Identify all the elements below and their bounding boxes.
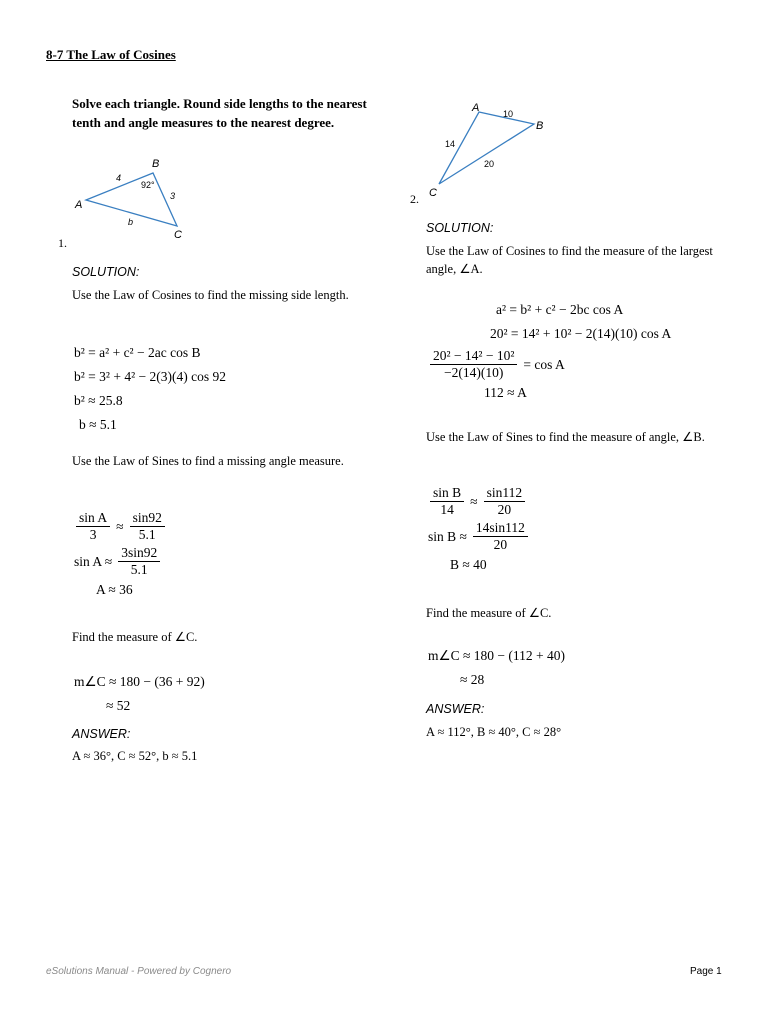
p1-sines-row2	[74, 545, 167, 578]
p1-c-eq2: ≈ 52	[106, 698, 131, 713]
p2-step2-text: Use the Law of Sines to find the measure of angle, ∠B.	[426, 430, 705, 444]
p1-frac-sin92-5.1	[130, 510, 165, 543]
p2-frac-cos	[430, 348, 517, 381]
fraction-denominator: 5.1	[138, 527, 156, 542]
side-ab-label: 4	[116, 173, 122, 183]
p2-cos-row	[428, 348, 728, 381]
p1-step2-text: Use the Law of Sines to find a missing angle measure.	[72, 454, 344, 468]
fraction-denominator: −2(14)(10)	[444, 365, 504, 380]
p2-frac-sinB-14	[430, 485, 464, 518]
fraction-denominator: 14	[440, 502, 454, 517]
p1-sines-result: A ≈ 36	[96, 582, 133, 597]
p2-step1-text: Use the Law of Cosines to find the measure of the largest angle, ∠A.	[426, 244, 713, 276]
p2-law-of-cosines	[428, 298, 728, 405]
p1-law-of-cosines	[74, 341, 226, 437]
footer-source: eSolutions Manual - Powered by Cognero	[46, 966, 232, 977]
approx-sign: ≈	[470, 493, 478, 509]
problem-2-number: 2.	[410, 192, 419, 206]
p2-sines-row1	[428, 485, 530, 518]
p2-frac-sin112-20	[484, 485, 526, 518]
vertex-b-label: B	[536, 120, 544, 132]
p1-answer: A ≈ 36°, C ≈ 52°, b ≈ 5.1	[72, 749, 198, 763]
p1-frac-sinA-3	[76, 510, 110, 543]
fraction-numerator: sin B	[430, 485, 464, 502]
side-ab-label: 10	[503, 109, 514, 119]
p1-sines-row1	[74, 510, 167, 543]
p1-eq4: b ≈ 5.1	[79, 417, 117, 432]
p2-law-of-sines	[428, 485, 530, 577]
p2-c-eq1: m∠C ≈ 180 − (112 + 40)	[428, 648, 565, 663]
vertex-a-label: A	[75, 199, 83, 211]
fraction-numerator: 3sin92	[118, 545, 160, 562]
p2-frac-14sin112-20	[473, 520, 528, 553]
p1-frac-3sin92-5.1	[118, 545, 160, 578]
p1-eq2: b² = 3² + 4² − 2(3)(4) cos 92	[74, 369, 226, 384]
side-bc-label: 20	[484, 159, 495, 169]
fraction-denominator: 20	[497, 502, 512, 517]
page-number: Page 1	[690, 966, 722, 977]
p1-angle-c-calc	[74, 670, 205, 718]
vertex-c-label: C	[429, 187, 437, 199]
p2-cos-rhs: = cos A	[523, 356, 565, 372]
p2-c-eq2: ≈ 28	[460, 672, 485, 687]
approx-sign: ≈	[116, 518, 124, 534]
fraction-numerator: sin92	[130, 510, 165, 527]
side-ac-label: 14	[445, 139, 456, 149]
p2-step3-text: Find the measure of ∠C.	[426, 606, 552, 620]
fraction-numerator: 20² − 14² − 10²	[430, 348, 517, 365]
p1-c-eq1: m∠C ≈ 180 − (36 + 92)	[74, 674, 205, 689]
vertex-a-label: A	[472, 102, 480, 114]
vertex-c-label: C	[174, 229, 182, 241]
side-ac-label: b	[128, 217, 134, 227]
p2-angle-c-calc	[428, 644, 565, 692]
fraction-numerator: sin112	[484, 485, 526, 502]
fraction-denominator: 3	[89, 527, 97, 542]
vertex-b-label: B	[152, 158, 160, 170]
p2-sines-row2	[428, 520, 530, 553]
p1-solution-label: SOLUTION:	[72, 265, 140, 279]
p2-eq1: a² = b² + c² − 2bc cos A	[496, 302, 624, 317]
p1-eq3: b² ≈ 25.8	[74, 393, 123, 408]
p1-law-of-sines	[74, 510, 167, 602]
p2-eq2: 20² = 14² + 10² − 2(14)(10) cos A	[490, 326, 672, 341]
side-bc-label: 3	[170, 191, 176, 201]
section-title: 8-7 The Law of Cosines	[46, 47, 176, 62]
fraction-denominator: 20	[493, 537, 508, 552]
triangle-figure-1	[70, 155, 200, 245]
p2-answer-label: ANSWER:	[426, 702, 485, 716]
p2-solution-label: SOLUTION:	[426, 221, 494, 235]
instructions: Solve each triangle. Round side lengths to the nearest tenth and angle measures to the nearest degree.	[72, 96, 367, 130]
p1-step1-text: Use the Law of Cosines to find the missing side length.	[72, 288, 349, 302]
p1-step3-text: Find the measure of ∠C.	[72, 630, 198, 644]
fraction-denominator: 5.1	[130, 562, 148, 577]
problem-1-number: 1.	[58, 236, 67, 250]
p1-answer-label: ANSWER:	[72, 727, 131, 741]
fraction-numerator: 14sin112	[473, 520, 528, 537]
p2-sines-result: B ≈ 40	[450, 557, 487, 572]
p2-eq4: 112 ≈ A	[484, 385, 527, 400]
p1-sines-lhs: sin A ≈	[74, 553, 113, 569]
p2-answer: A ≈ 112°, B ≈ 40°, C ≈ 28°	[426, 725, 562, 739]
fraction-numerator: sin A	[76, 510, 110, 527]
triangle-figure-2	[424, 98, 564, 203]
angle-b-label: 92°	[141, 180, 155, 190]
p1-eq1: b² = a² + c² − 2ac cos B	[74, 345, 201, 360]
p2-sines-lhs: sin B ≈	[428, 528, 467, 544]
